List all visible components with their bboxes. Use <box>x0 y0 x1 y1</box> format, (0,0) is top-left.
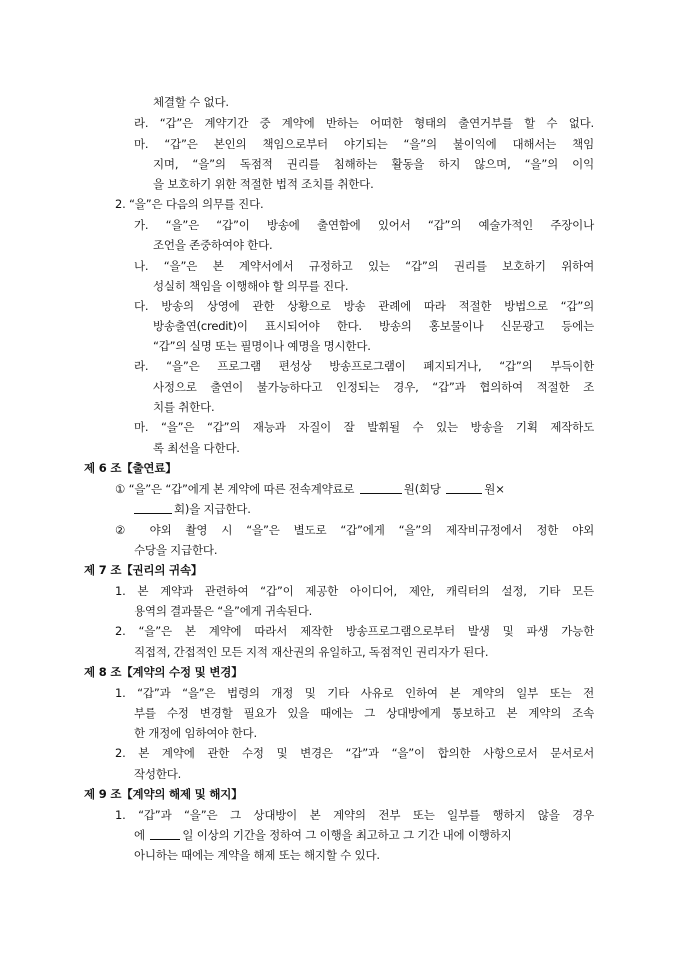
text-line: 마. “갑”은 본인의 책임으로부터 야기되는 “을”의 불이익에 대해서는 책임 <box>134 137 594 151</box>
text-line: 사정으로 출연이 불가능하다고 인정되는 경우, “갑”과 협의하여 적절한 조 <box>153 380 594 394</box>
text-line: 작성한다. <box>134 767 182 781</box>
text-segment: 회)을 지급한다. <box>174 502 251 516</box>
text-segment: 원× <box>484 482 505 496</box>
text-line: 조언을 존중하여야 한다. <box>153 238 273 252</box>
text-segment: ① “을”은 “갑”에게 본 계약에 따른 전속계약료로 <box>115 482 355 496</box>
text-segment: 원(회당 <box>403 482 441 496</box>
article-heading: 제 6 조【출연료】 <box>84 461 177 475</box>
fill-in-blank <box>446 482 482 494</box>
text-segment: 에 <box>134 828 145 842</box>
text-line: 라. “을”은 프로그램 편성상 방송프로그램이 폐지되거나, “갑”의 부득이한 <box>134 359 594 373</box>
text-line: ② 야외 촬영 시 “을”은 별도로 “갑”에게 “을”의 제작비규정에서 정한 야외 <box>115 523 594 537</box>
text-line: 치를 취한다. <box>153 400 215 414</box>
text-line: 나. “을”은 본 계약서에서 규정하고 있는 “갑”의 권리를 보호하기 위하여 <box>134 259 594 273</box>
text-line: 2. “을”은 본 계약에 따라서 제작한 방송프로그램으로부터 발생 및 파생 가능한 <box>115 624 594 638</box>
text-line: 1. “갑”과 “을”은 법령의 개정 및 기타 사유로 인하여 본 계약의 일부 또는 전 <box>115 686 594 700</box>
text-line: 성실히 책임을 이행해야 할 의무를 진다. <box>153 279 349 293</box>
fill-in-blank <box>360 482 402 494</box>
text-line: 용역의 결과물은 “을”에게 귀속된다. <box>134 604 313 618</box>
text-line: “갑”의 실명 또는 필명이나 예명을 명시한다. <box>153 339 371 353</box>
text-line: 부를 수정 변경할 필요가 있을 때에는 그 상대방에게 통보하고 본 계약의 조속 <box>134 706 594 720</box>
text-line: 한 개정에 임하여야 한다. <box>134 726 257 740</box>
text-line: 라. “갑”은 계약기간 중 계약에 반하는 어떠한 형태의 출연거부를 할 수 없다. <box>134 116 594 130</box>
fill-in-blank <box>134 502 172 514</box>
text-line <box>115 482 505 496</box>
text-line: 수당을 지급한다. <box>134 543 218 557</box>
text-line: 1. “갑”과 “을”은 그 상대방이 본 계약의 전부 또는 일부를 행하지 않을 경우 <box>115 808 594 822</box>
text-line: 1. 본 계약과 관련하여 “갑”이 제공한 아이디어, 제안, 캐릭터의 설정, 기타 모든 <box>115 584 594 598</box>
text-line: 아니하는 때에는 계약을 해제 또는 해지할 수 있다. <box>134 848 380 862</box>
text-line: 다. 방송의 상영에 관한 상황으로 방송 관례에 따라 적절한 방법으로 “갑”의 <box>134 299 594 313</box>
text-line <box>134 828 512 842</box>
text-line: 을 보호하기 위한 적절한 법적 조치를 취한다. <box>153 177 374 191</box>
text-line <box>134 502 251 516</box>
text-segment: 일 이상의 기간을 정하여 그 이행을 최고하고 그 기간 내에 이행하지 <box>182 828 512 842</box>
text-line: 록 최선을 다한다. <box>153 441 240 455</box>
text-line: 방송출연(credit)이 표시되어야 한다. 방송의 홍보물이나 신문광고 등에는 <box>153 319 594 333</box>
clause-item: 2. “을”은 다음의 의무를 진다. <box>115 197 264 211</box>
text-line: 2. 본 계약에 관한 수정 및 변경은 “갑”과 “을”이 합의한 사항으로서 문서로서 <box>115 746 594 760</box>
article-heading: 제 8 조【계약의 수정 및 변경】 <box>84 665 243 679</box>
text-line: 지며, “을”의 독점적 권리를 침해하는 활동을 하지 않으며, “을”의 이익 <box>153 157 594 171</box>
text-line: 직접적, 간접적인 모든 지적 재산권의 유일하고, 독점적인 권리자가 된다. <box>134 645 489 659</box>
article-heading: 제 9 조【계약의 해제 및 해지】 <box>84 787 243 801</box>
fill-in-blank <box>150 828 180 840</box>
text-line: 마. “을”은 “갑”의 재능과 자질이 잘 발휘될 수 있는 방송을 기획 제작하도 <box>134 420 594 434</box>
text-line: 체결할 수 없다. <box>153 95 229 109</box>
text-line: 가. “을”은 “갑”이 방송에 출연함에 있어서 “갑”의 예술가적인 주장이나 <box>134 218 594 232</box>
article-heading: 제 7 조【권리의 귀속】 <box>84 563 203 577</box>
